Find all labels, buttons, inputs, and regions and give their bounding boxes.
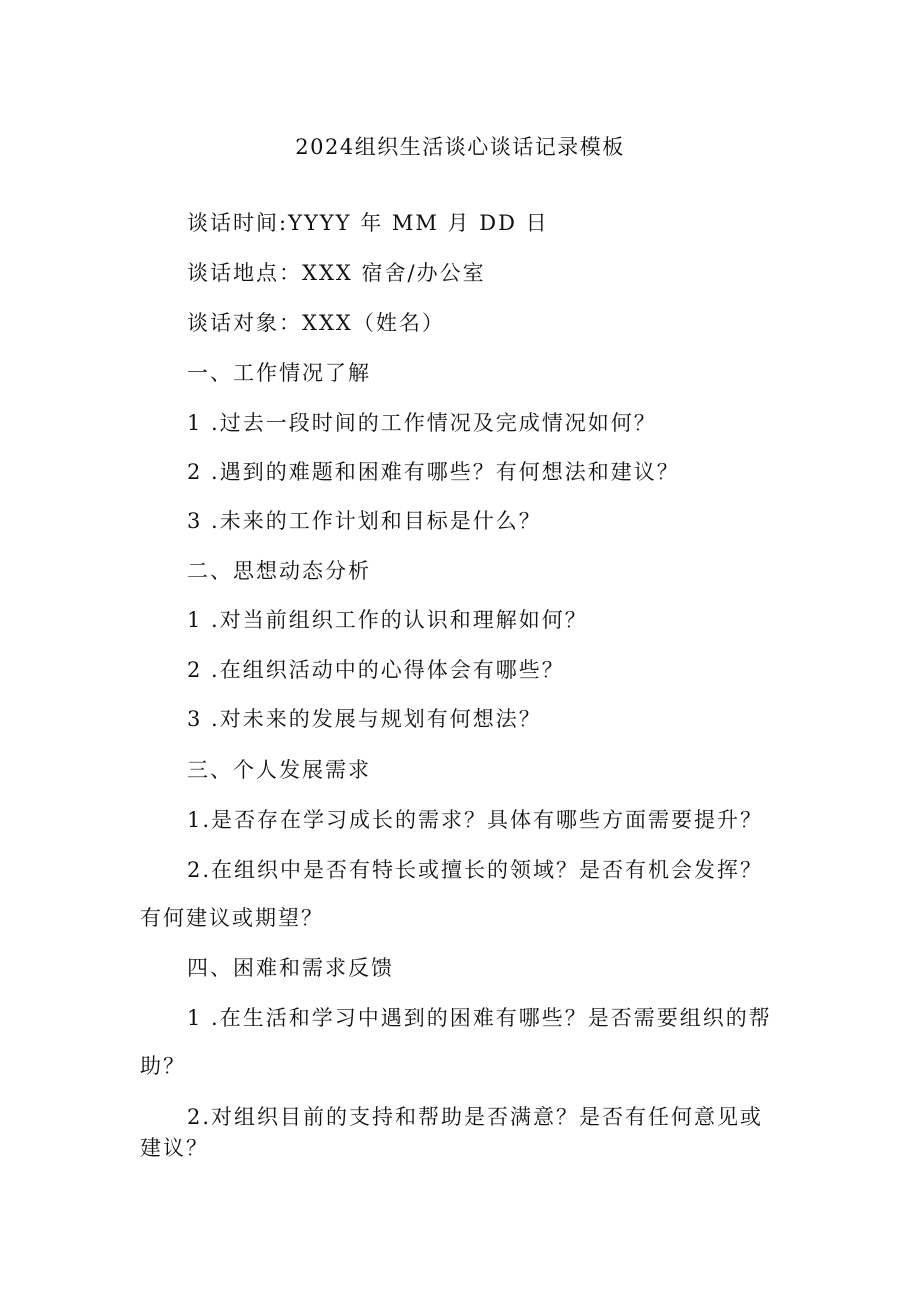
question-item: 1.是否存在学习成长的需求？具体有哪些方面需要提升？ [187, 808, 764, 832]
question-item: 1 .过去一段时间的工作情况及完成情况如何？ [187, 411, 657, 435]
question-item: 1 .在生活和学习中遇到的困难有哪些？是否需要组织的帮 [187, 1006, 772, 1030]
doc-title: 2024组织生活谈心谈话记录模板 [295, 135, 625, 159]
section-heading: 一、工作情况了解 [187, 361, 371, 385]
question-item: 3 .对未来的发展与规划有何想法？ [187, 707, 542, 731]
section-heading: 四、困难和需求反馈 [187, 956, 394, 980]
question-item-continuation: 建议？ [140, 1136, 209, 1160]
question-item-continuation: 助？ [140, 1054, 186, 1078]
question-item: 2 .遇到的难题和困难有哪些？有何想法和建议？ [187, 460, 680, 484]
meta-time: 谈话时间:YYYY 年 MM 月 DD 日 [187, 211, 549, 235]
question-item: 3 .未来的工作计划和目标是什么？ [187, 509, 542, 533]
section-heading: 二、思想动态分析 [187, 559, 371, 583]
question-item: 2.在组织中是否有特长或擅长的领域？是否有机会发挥？ [187, 858, 764, 882]
question-item-continuation: 有何建议或期望？ [140, 906, 324, 930]
meta-place: 谈话地点：XXX 宿舍/办公室 [187, 261, 486, 285]
question-item: 1 .对当前组织工作的认识和理解如何？ [187, 608, 588, 632]
section-heading: 三、个人发展需求 [187, 758, 371, 782]
meta-person: 谈话对象：XXX（姓名） [187, 311, 445, 335]
question-item: 2.对组织目前的支持和帮助是否满意？是否有任何意见或 [187, 1105, 764, 1129]
question-item: 2 .在组织活动中的心得体会有哪些？ [187, 658, 565, 682]
